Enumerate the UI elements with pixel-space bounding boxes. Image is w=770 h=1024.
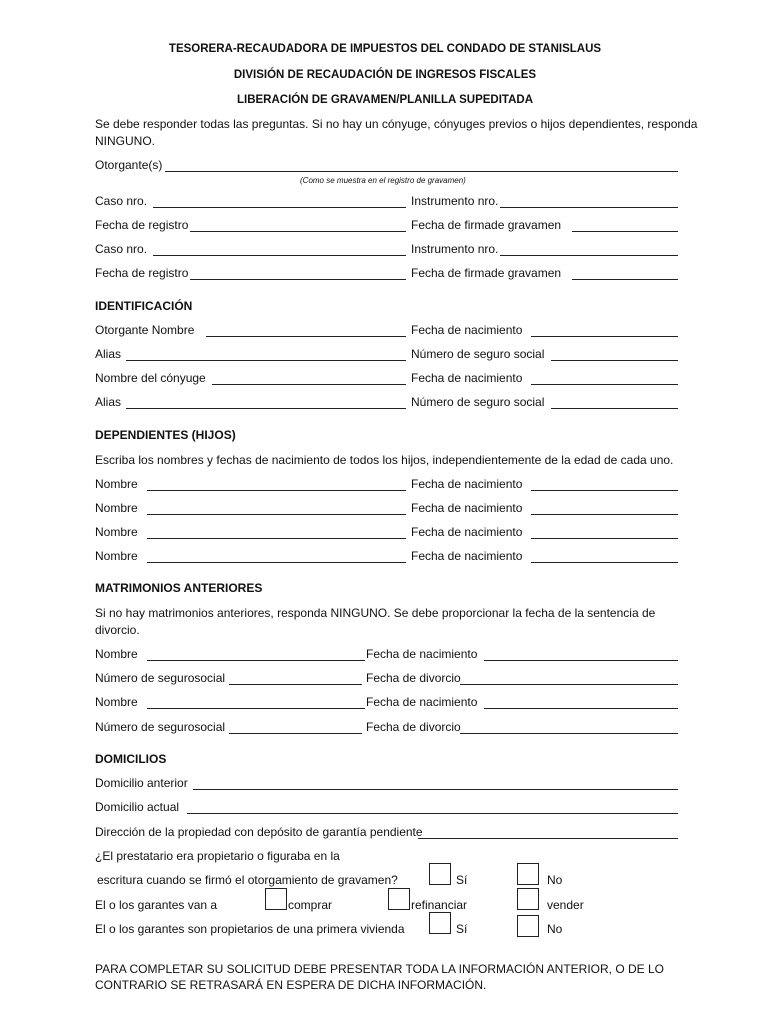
domicilio-actual-field[interactable] — [187, 813, 678, 814]
matrimonio-divorcio-label-2: Fecha de divorcio — [366, 720, 461, 734]
matrimonio-nacimiento-label: Fecha de nacimiento — [366, 647, 478, 661]
matrimonio-ssn-field[interactable] — [229, 684, 362, 685]
header-line-1: TESORERA-RECAUDADORA DE IMPUESTOS DEL CONDADO DE STANISLAUS — [168, 43, 602, 55]
hijo-nacimiento-field-2[interactable] — [531, 514, 678, 515]
comprar-label: comprar — [288, 898, 333, 912]
conyuge-ssn-label: Número de seguro social — [411, 395, 545, 409]
comprar-checkbox[interactable] — [265, 888, 287, 910]
matrimonio-nombre-label-2: Nombre — [95, 695, 138, 709]
caso-field-2[interactable] — [153, 255, 406, 256]
matrimonio-nacimiento-field-2[interactable] — [484, 708, 678, 709]
hijo-nombre-label-3: Nombre — [95, 525, 138, 539]
matrimonios-instructions: Si no hay matrimonios anteriores, responda NINGUNO. Se debe proporcionar la fecha de la sentencia de divorcio. — [95, 606, 656, 637]
otorgante-nacimiento-label: Fecha de nacimiento — [411, 323, 523, 337]
q1-si-label: Sí — [456, 873, 468, 887]
alias-label: Alias — [95, 347, 122, 361]
alias-field[interactable] — [126, 360, 406, 361]
conyuge-ssn-field[interactable] — [551, 408, 678, 409]
fecha-firma-label-2: Fecha de firmade gravamen — [411, 266, 562, 280]
q1-si-checkbox[interactable] — [429, 863, 451, 885]
conyuge-nacimiento-label: Fecha de nacimiento — [411, 371, 523, 385]
conyuge-label: Nombre del cónyuge — [95, 371, 206, 385]
vender-label: vender — [547, 898, 584, 912]
domicilios-heading: DOMICILIOS — [95, 752, 167, 766]
otorgante-nombre-field[interactable] — [206, 336, 406, 337]
hijo-nombre-field-3[interactable] — [147, 538, 406, 539]
conyuge-alias-field[interactable] — [126, 408, 406, 409]
otorgante-field[interactable] — [165, 171, 678, 172]
hijo-nacimiento-label-4: Fecha de nacimiento — [411, 549, 523, 563]
otorgante-label: Otorgante(s) — [95, 158, 163, 172]
instrumento-field[interactable] — [500, 207, 678, 208]
conyuge-nacimiento-field[interactable] — [531, 384, 678, 385]
instrumento-label: Instrumento nro. — [411, 194, 499, 208]
otorgante-nombre-label: Otorgante Nombre — [95, 323, 195, 337]
fecha-registro-label-2: Fecha de registro — [95, 266, 189, 280]
matrimonio-divorcio-field[interactable] — [460, 684, 678, 685]
header-line-3: LIBERACIÓN DE GRAVAMEN/PLANILLA SUPEDITADA — [236, 94, 534, 106]
fecha-registro-field-2[interactable] — [190, 279, 406, 280]
hijo-nombre-field[interactable] — [147, 490, 406, 491]
matrimonio-divorcio-field-2[interactable] — [460, 733, 678, 734]
hijo-nombre-label-2: Nombre — [95, 501, 138, 515]
otorgante-note: (Como se muestra en el registro de gravamen) — [300, 176, 466, 185]
hijo-nacimiento-label: Fecha de nacimiento — [411, 477, 523, 491]
matrimonios-heading: MATRIMONIOS ANTERIORES — [95, 581, 263, 595]
refinanciar-label: refinanciar — [411, 898, 468, 912]
matrimonio-divorcio-label: Fecha de divorcio — [366, 671, 461, 685]
hijo-nacimiento-field-4[interactable] — [531, 562, 678, 563]
hijo-nombre-field-4[interactable] — [147, 562, 406, 563]
q1-no-checkbox[interactable] — [517, 863, 539, 885]
matrimonio-nombre-label: Nombre — [95, 647, 138, 661]
propiedad-label: Dirección de la propiedad con depósito de garantía pendiente — [95, 825, 423, 839]
q1-line1: ¿El prestatario era propietario o figuraba en la — [95, 849, 340, 863]
q3-no-label: No — [547, 922, 563, 936]
identificacion-heading: IDENTIFICACIÓN — [95, 299, 193, 313]
matrimonio-ssn-label-2: Número de segurosocial — [95, 720, 226, 734]
instrumento-label-2: Instrumento nro. — [411, 242, 499, 256]
domicilio-actual-label: Domicilio actual — [95, 800, 180, 814]
ssn-label: Número de seguro social — [411, 347, 545, 361]
matrimonio-nacimiento-label-2: Fecha de nacimiento — [366, 695, 478, 709]
caso-field[interactable] — [153, 207, 406, 208]
hijo-nacimiento-field-3[interactable] — [531, 538, 678, 539]
matrimonio-nombre-field[interactable] — [147, 660, 365, 661]
q1-no-label: No — [547, 873, 563, 887]
propiedad-field[interactable] — [418, 838, 678, 839]
matrimonio-ssn-field-2[interactable] — [229, 733, 362, 734]
domicilio-anterior-field[interactable] — [193, 789, 678, 790]
refinanciar-checkbox[interactable] — [388, 888, 410, 910]
fecha-firma-label: Fecha de firmade gravamen — [411, 218, 562, 232]
q3-no-checkbox[interactable] — [517, 915, 539, 937]
footer-notice: PARA COMPLETAR SU SOLICITUD DEBE PRESENTAR TODA LA INFORMACIÓN ANTERIOR, O DE LO CONTRARIO SE RETRASARÁ EN ESPERA DE DICHA INFORMACIÓN. — [95, 962, 665, 992]
dependientes-heading: DEPENDIENTES (HIJOS) — [95, 428, 236, 442]
dependientes-instructions: Escriba los nombres y fechas de nacimiento de todos los hijos, independientemente de la edad de cada uno. — [95, 453, 674, 467]
hijo-nacimiento-field[interactable] — [531, 490, 678, 491]
q3-si-label: Sí — [456, 922, 468, 936]
hijo-nacimiento-label-3: Fecha de nacimiento — [411, 525, 523, 539]
conyuge-field[interactable] — [212, 384, 406, 385]
q2-label: El o los garantes van a — [95, 898, 218, 912]
matrimonio-nombre-field-2[interactable] — [147, 708, 365, 709]
fecha-firma-field-2[interactable] — [572, 279, 678, 280]
ssn-field[interactable] — [551, 360, 678, 361]
hijo-nombre-label-4: Nombre — [95, 549, 138, 563]
caso-label-2: Caso nro. — [95, 242, 148, 256]
hijo-nombre-label: Nombre — [95, 477, 138, 491]
vender-checkbox[interactable] — [517, 888, 539, 910]
domicilio-anterior-label: Domicilio anterior — [95, 776, 188, 790]
fecha-registro-label: Fecha de registro — [95, 218, 189, 232]
matrimonio-nacimiento-field[interactable] — [484, 660, 678, 661]
q3-label: El o los garantes son propietarios de una primera vivienda — [95, 922, 405, 936]
fecha-firma-field[interactable] — [572, 231, 678, 232]
caso-label: Caso nro. — [95, 194, 148, 208]
instrumento-field-2[interactable] — [500, 255, 678, 256]
hijo-nacimiento-label-2: Fecha de nacimiento — [411, 501, 523, 515]
q1-line2: escritura cuando se firmó el otorgamiento de gravamen? — [97, 873, 398, 887]
otorgante-nacimiento-field[interactable] — [531, 336, 678, 337]
header-line-2: DIVISIÓN DE RECAUDACIÓN DE INGRESOS FISCALES — [233, 69, 537, 81]
matrimonio-ssn-label: Número de segurosocial — [95, 671, 226, 685]
conyuge-alias-label: Alias — [95, 395, 122, 409]
hijo-nombre-field-2[interactable] — [147, 514, 406, 515]
intro-text: Se debe responder todas las preguntas. Si no hay un cónyuge, cónyuges previos o hijos dependientes, responda NINGUNO. — [95, 117, 698, 148]
fecha-registro-field[interactable] — [190, 231, 406, 232]
q3-si-checkbox[interactable] — [429, 912, 451, 934]
